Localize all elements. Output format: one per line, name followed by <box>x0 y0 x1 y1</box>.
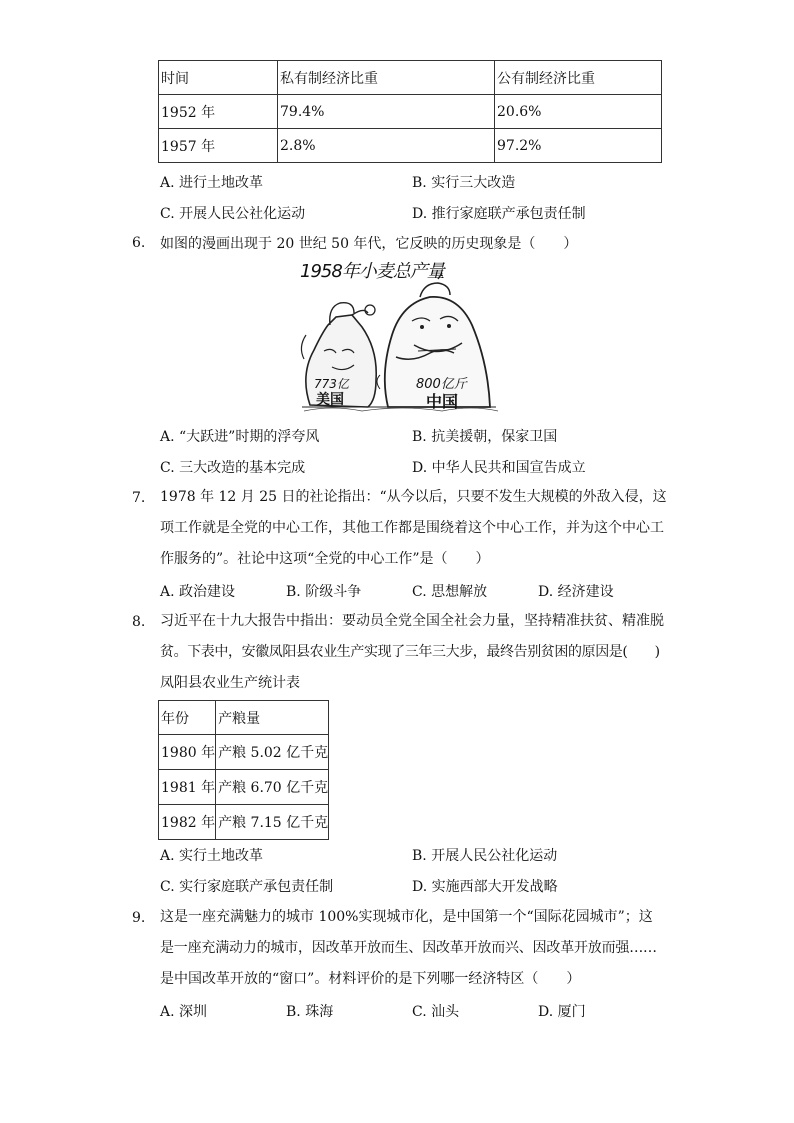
q8-option-b[interactable]: B. 开展人民公社化运动 <box>412 848 558 864</box>
table-cell: 79.4% <box>278 95 495 129</box>
q6-option-c[interactable]: C. 三大改造的基本完成 <box>160 460 306 476</box>
cartoon-title: 1958年小麦总产量 <box>300 261 444 282</box>
q7-option-c[interactable]: C. 思想解放 <box>412 584 488 600</box>
q9-option-c[interactable]: C. 汕头 <box>412 1004 460 1020</box>
table-header-cell: 公有制经济比重 <box>495 61 662 95</box>
q9-option-b[interactable]: B. 珠海 <box>286 1004 334 1020</box>
q8-option-c[interactable]: C. 实行家庭联产承包责任制 <box>160 879 334 895</box>
table-cell: 20.6% <box>495 95 662 129</box>
table-cell: 1957 年 <box>159 129 278 163</box>
q8-option-a[interactable]: A. 实行土地改革 <box>160 848 264 864</box>
table-cell: 2.8% <box>278 129 495 163</box>
question-number: 7. <box>132 490 146 506</box>
table-header-cell: 产粮量 <box>216 701 329 735</box>
table-cell: 1980 年 <box>159 735 216 770</box>
question-stem-line: 这是一座充满魅力的城市 100%实现城市化，是中国第一个“国际花园城市”；这 <box>160 909 653 925</box>
table-cell: 1981 年 <box>159 770 216 805</box>
question-number: 9. <box>132 910 146 926</box>
table-row <box>159 735 329 770</box>
cartoon-image <box>292 255 504 415</box>
cartoon-china-label: 中国 <box>426 392 459 411</box>
question-stem-line: 1978 年 12 月 25 日的社论指出：“从今以后，只要不发生大规模的外敌入侵，这 <box>160 489 667 505</box>
q5-option-a[interactable]: A. 进行土地改革 <box>160 175 264 191</box>
ownership-table <box>158 60 662 163</box>
q6-option-d[interactable]: D. 中华人民共和国宣告成立 <box>412 460 586 476</box>
question-stem-line: 习近平在十九大报告中指出：要动员全党全国全社会力量，坚持精准扶贫、精准脱 <box>160 613 664 629</box>
table-cell: 97.2% <box>495 129 662 163</box>
table-title: 凤阳县农业生产统计表 <box>160 675 300 691</box>
table-row <box>159 95 662 129</box>
cartoon-china-amount: 800亿斤 <box>416 377 467 392</box>
q5-option-b[interactable]: B. 实行三大改造 <box>412 175 516 191</box>
table-header-row <box>159 701 329 735</box>
question-stem-line: 是一座充满动力的城市，因改革开放而生、因改革开放而兴、因改革开放而强…… <box>160 940 657 956</box>
table-cell: 产粮 5.02 亿千克 <box>216 735 329 770</box>
q7-option-d[interactable]: D. 经济建设 <box>538 584 614 600</box>
table-row <box>159 770 329 805</box>
table-cell: 产粮 7.15 亿千克 <box>216 805 329 840</box>
question-number: 6. <box>132 235 146 251</box>
question-stem-line: 贫。下表中，安徽凤阳县农业生产实现了三年三大步，最终告别贫困的原因是( ) <box>160 644 660 660</box>
cartoon-usa-amount: 773亿 <box>314 377 349 391</box>
question-stem-line: 项工作就是全党的中心工作，其他工作都是围绕着这个中心工作，并为这个中心工 <box>160 520 664 536</box>
grain-output-table <box>158 700 329 840</box>
q7-option-a[interactable]: A. 政治建设 <box>160 584 236 600</box>
q9-option-d[interactable]: D. 厦门 <box>538 1004 586 1020</box>
q5-option-d[interactable]: D. 推行家庭联产承包责任制 <box>412 206 586 222</box>
q9-option-a[interactable]: A. 深圳 <box>160 1004 208 1020</box>
table-cell: 1982 年 <box>159 805 216 840</box>
table-row <box>159 129 662 163</box>
table-row <box>159 805 329 840</box>
table-header-cell: 私有制经济比重 <box>278 61 495 95</box>
table-header-cell: 时间 <box>159 61 278 95</box>
question-stem: 如图的漫画出现于 20 世纪 50 年代，它反映的历史现象是（ ） <box>160 236 578 252</box>
question-stem-line: 是中国改革开放的“窗口”。材料评价的是下列哪一经济特区（ ） <box>160 971 581 987</box>
table-header-row <box>159 61 662 95</box>
question-stem-line: 作服务的”。社论中这项“全党的中心工作”是（ ） <box>160 551 490 567</box>
table-cell: 1952 年 <box>159 95 278 129</box>
table-cell: 产粮 6.70 亿千克 <box>216 770 329 805</box>
q6-option-b[interactable]: B. 抗美援朝，保家卫国 <box>412 429 558 445</box>
q7-option-b[interactable]: B. 阶级斗争 <box>286 584 362 600</box>
question-number: 8. <box>132 614 146 630</box>
q6-option-a[interactable]: A. “大跃进”时期的浮夸风 <box>160 429 320 445</box>
q8-option-d[interactable]: D. 实施西部大开发战略 <box>412 879 558 895</box>
q5-option-c[interactable]: C. 开展人民公社化运动 <box>160 206 306 222</box>
cartoon-usa-label: 美国 <box>316 392 344 408</box>
table-header-cell: 年份 <box>159 701 216 735</box>
